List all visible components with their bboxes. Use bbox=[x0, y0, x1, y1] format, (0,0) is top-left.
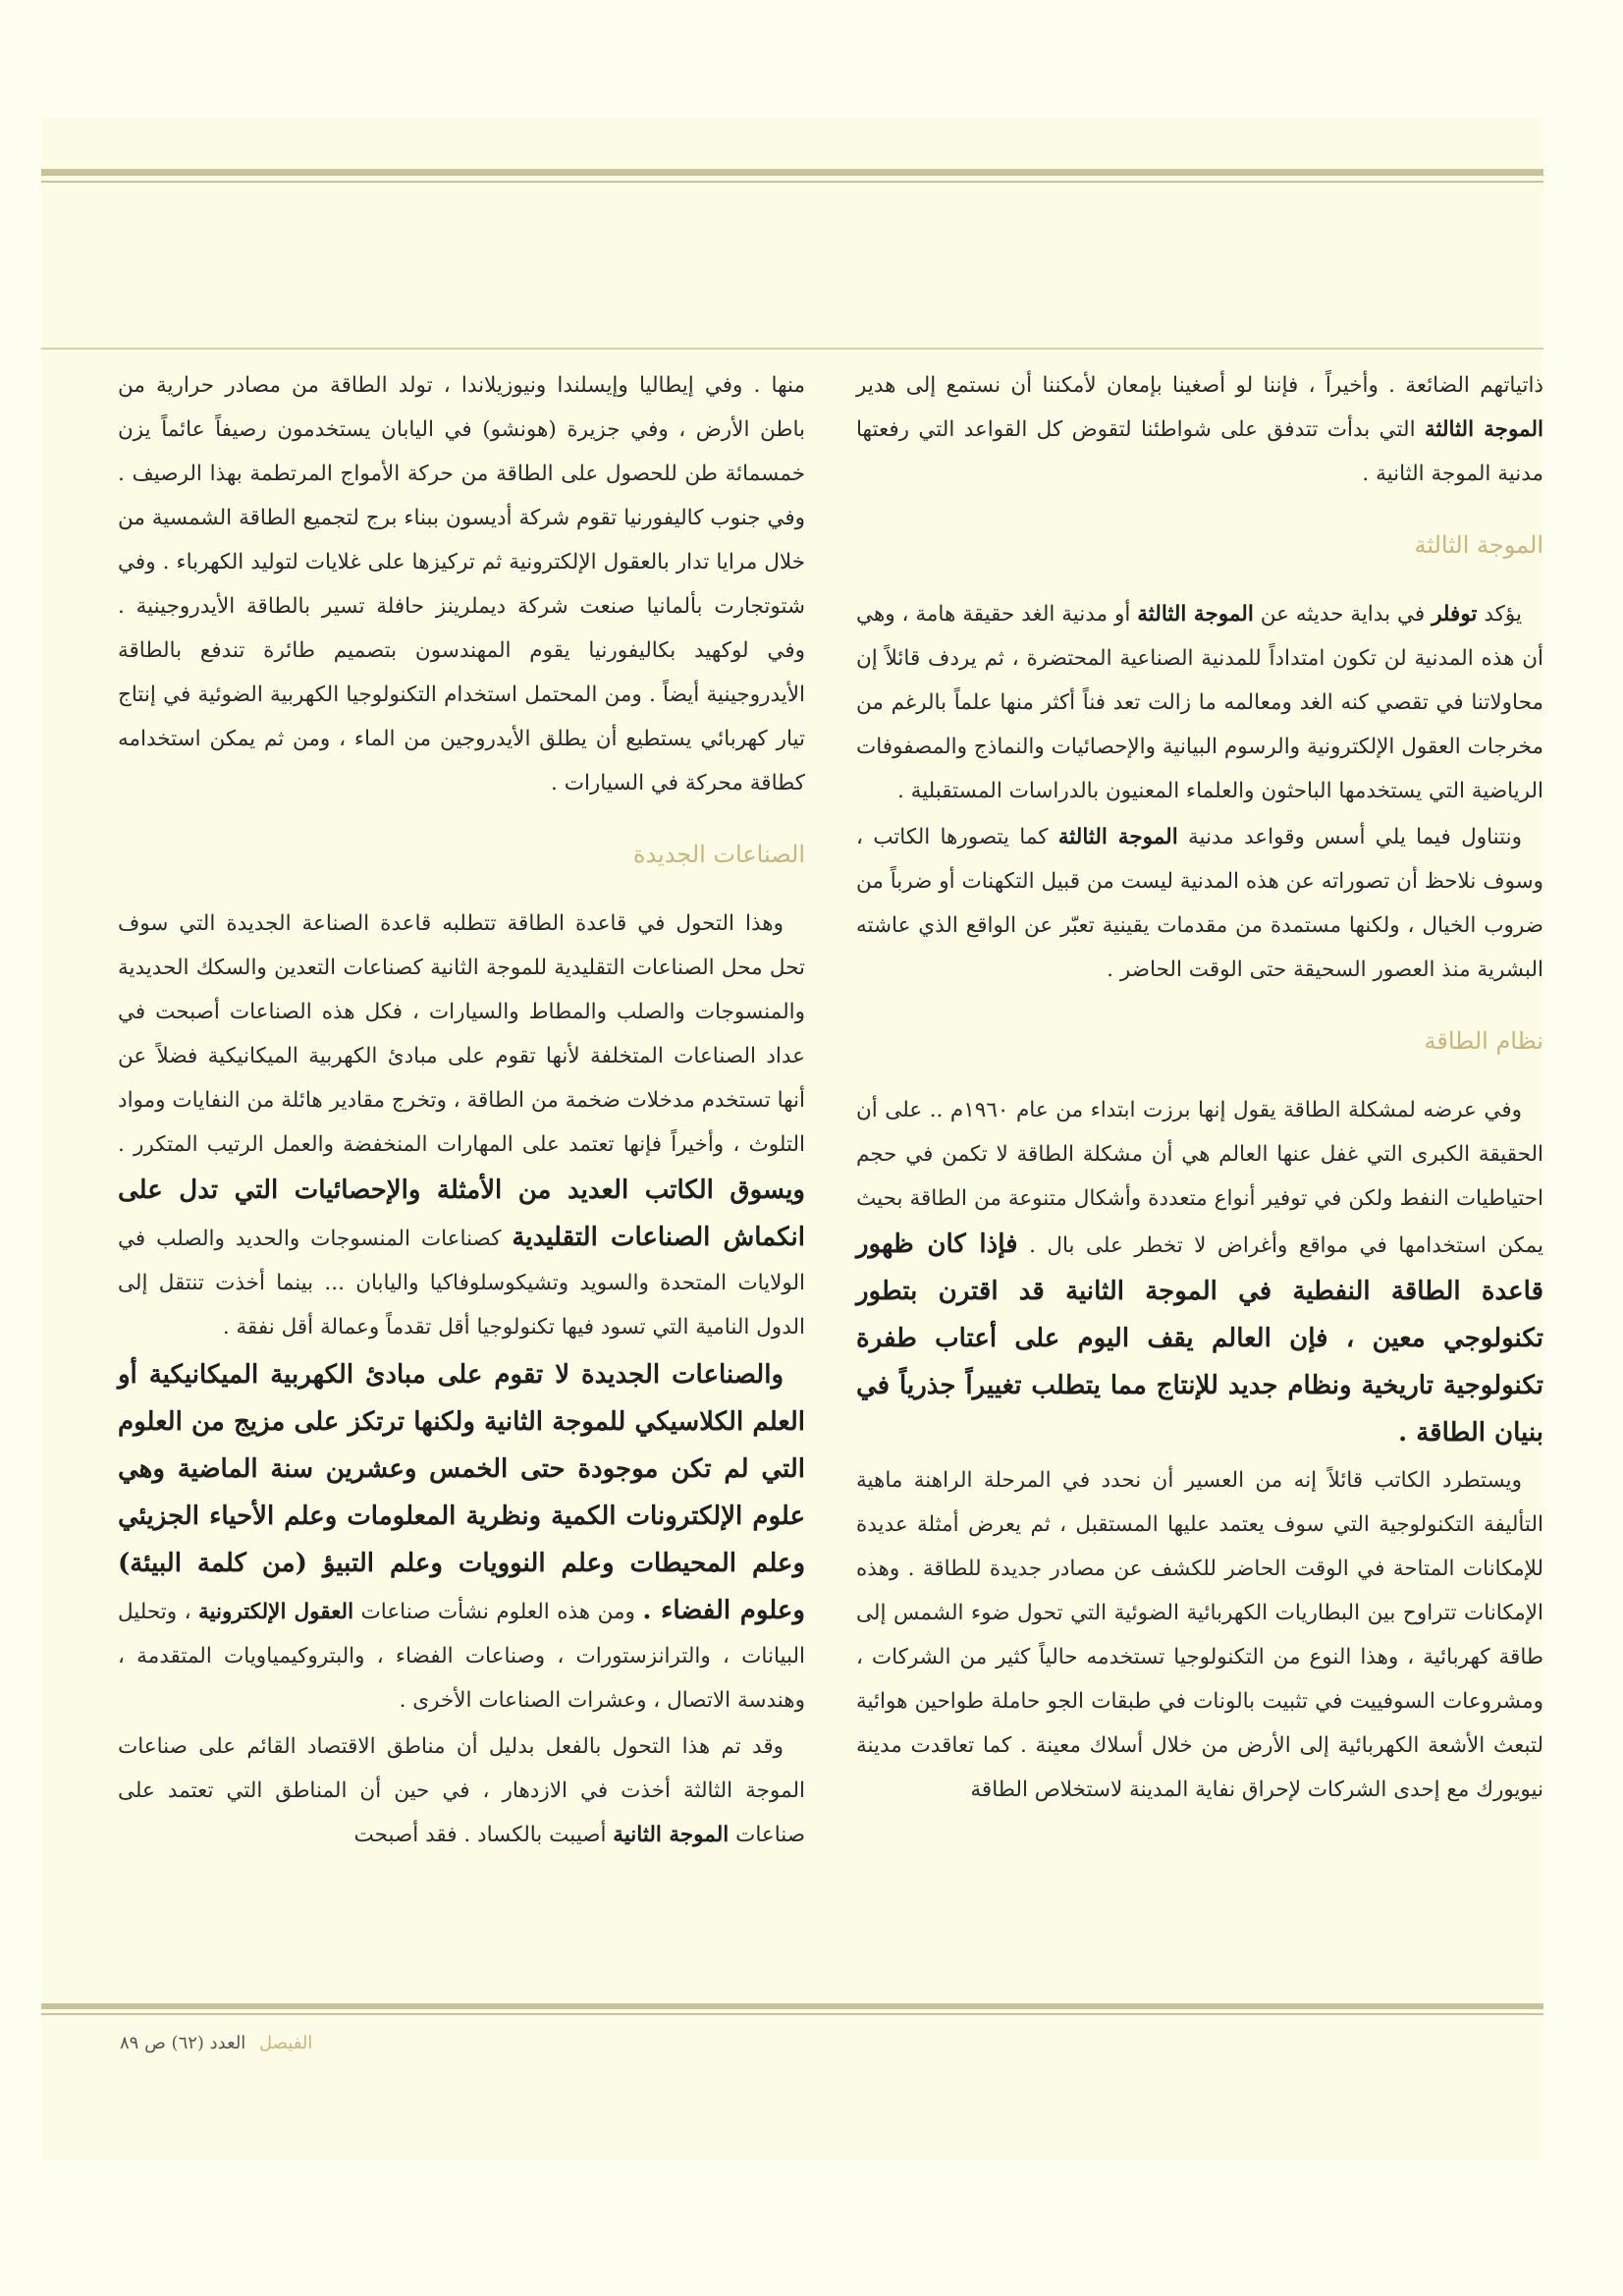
emphasized-passage: ويسوق الكاتب العديد من الأمثلة والإحصائيات التي تدل على انكماش الصناعات التقليدية bbox=[118, 1175, 806, 1252]
section-heading: الصناعات الجديدة bbox=[632, 841, 805, 868]
section-heading: نظام الطاقة bbox=[1424, 1027, 1543, 1055]
paragraph: وهذا التحول في قاعدة الطاقة تتطلبه قاعدة الصناعة الجديدة التي سوف تحل محل الصناعات التقليدية للموجة الثانية كصناعات التعدين والسكك الحديدية والمنسوجات والصلب والمطاط والسيارات ، فكل هذه الصناعات أصبحت في عداد الصناعات المتخلفة لأنها تقوم على مبادئ الكهربية الميكانيكية فضلاً عن أنها تستخدم مدخلات ضخمة من الطاقة ، وتخرج مقادير هائلة من النفايات ومواد التلوث ، وأخيراً فإنها تعتمد على المهارات المنخفضة والعمل الرتيب المتكرر . ويسوق الكاتب العديد من الأمثلة والإحصائيات التي تدل على انكماش الصناعات التقليدية كصناعات المنسوجات والحديد والصلب في الولايات المتحدة والسويد وتشيكوسلوفاكيا واليابان ... بينما أخذت تنتقل إلى الدول النامية التي تسود فيها تكنولوجيا أقل تقدماً وعمالة أقل نفقة . bbox=[118, 911, 806, 1339]
emphasized-passage: فإذا كان ظهور قاعدة الطاقة النفطية في الموجة الثانية قد اقترن بتطور تكنولوجي معين ، فإن العالم يقف اليوم على أعتاب طفرة تكنولوجية تاريخية ونظام جديد للإنتاج مما يتطلب تغييراً جذرياً في بنيان الطاقة . bbox=[856, 1230, 1543, 1448]
right-column bbox=[856, 363, 1543, 1814]
bottom-rule bbox=[41, 2003, 1543, 2009]
paragraph: منها . وفي إيطاليا وإيسلندا ونيوزيلاندا ، تولد الطاقة من مصادر حرارية من باطن الأرض ، وفي جزيرة (هونشو) في اليابان يستخدمون رصيفاً عائماً يزن خمسمائة طن للحصول على الطاقة من حركة الأمواج المرتطمة بهذا الرصيف . وفي جنوب كاليفورنيا تقوم شركة أديسون ببناء برج لتجميع الطاقة الشمسية من خلال مرايا تدار بالعقول الإلكترونية ثم تركيزها على غلايات لتوليد الكهرباء . وفي شتوتجارت بألمانيا صنعت شركة ديملرينز حافلة تسير بالطاقة الأيدروجينية . وفي لوكهيد بكاليفورنيا يقوم المهندسون بتصميم طائرة تندفع بالطاقة الأيدروجينية أيضاً . ومن المحتمل استخدام التكنولوجيا الكهربية الضوئية في إنتاج تيار كهربائي يستطيع أن يطلق الأيدروجين من الماء ، ومن ثم يمكن استخدامه كطاقة محركة في السيارات . bbox=[118, 373, 805, 795]
bold-phrase: الموجة الثالثة bbox=[1057, 825, 1178, 849]
paragraph: ويستطرد الكاتب قائلاً إنه من العسير أن نحدد في المرحلة الراهنة ماهية التأليفة التكنولوجية التي سوف يعتمد عليها المستقبل ، ثم يعرض أمثلة عديدة للإمكانات المتاحة في الوقت الحاضر للكشف عن مصادر جديدة للطاقة . وهذه الإمكانات تتراوح بين البطاريات الكهربائية الضوئية التي تحول ضوء الشمس إلى طاقة كهربائية ، وهذا النوع من التكنولوجيا تستخدمه حالياً كثير من الشركات ، ومشروعات السوفييت في تثبيت بالونات في طبقات الجو حاملة طواحين هوائية لتبعث الأشعة الكهربائية إلى الأرض من خلال أسلاك معينة . كما تعاقدت مدينة نيويورك مع إحدى الشركات لإحراق نفاية المدينة لاستخلاص الطاقة bbox=[856, 1468, 1543, 1802]
paragraph: والصناعات الجديدة لا تقوم على مبادئ الكهربية الميكانيكية أو العلم الكلاسيكي للموجة الثانية ولكنها ترتكز على مزيج من العلوم التي لم تكن موجودة حتى الخمس وعشرين سنة الماضية وهي علوم الإلكترونات الكمية ونظرية المعلومات وعلم الأحياء الجزيئي وعلم المحيطات وعلم النوويات وعلم التبيؤ (من كلمة البيئة) وعلوم الفضاء . ومن هذه العلوم نشأت صناعات العقول الإلكترونية ، وتحليل البيانات ، والترانزستورات ، وصناعات الفضاء ، والبتروكيمياويات المتقدمة ، وهندسة الاتصال ، وعشرات الصناعات الأخرى . bbox=[118, 1360, 805, 1713]
page-footer bbox=[120, 2033, 312, 2053]
issue-page-number: العدد (٦٢) ص ٨٩ bbox=[120, 2033, 246, 2053]
bold-phrase: الموجة الثانية bbox=[613, 1823, 730, 1847]
top-rule bbox=[41, 169, 1543, 176]
column-top-rule bbox=[41, 348, 1543, 350]
section-heading: الموجة الثالثة bbox=[1414, 531, 1543, 559]
paragraph: وفي عرضه لمشكلة الطاقة يقول إنها برزت ابتداء من عام ١٩٦٠م .. على أن الحقيقة الكبرى التي غفل عنها العالم هي أن مشكلة الطاقة لا تكمن في حجم احتياطيات النفط ولكن في توفير أنواع متعددة وأشكال متنوعة من الطاقة بحيث يمكن استخدامها في مواقع وأغراض لا تخطر على بال . فإذا كان ظهور قاعدة الطاقة النفطية في الموجة الثانية قد اقترن بتطور تكنولوجي معين ، فإن العالم يقف اليوم على أعتاب طفرة تكنولوجية تاريخية ونظام جديد للإنتاج مما يتطلب تغييراً جذرياً في بنيان الطاقة . bbox=[856, 1098, 1543, 1448]
paragraph: يؤكد توفلر في بداية حديثه عن الموجة الثالثة أو مدنية الغد حقيقة هامة ، وهي أن هذه المدنية لن تكون امتداداً للمدنية الصناعية المحتضرة ، ثم يردف قائلاً إن محاولاتنا في تقصي كنه الغد ومعالمه ما زالت تعد فناً أكثر منها علماً بالرغم من مخرجات العقول الإلكترونية والرسوم البيانية والإحصائيات والنماذج والمصفوفات الرياضية التي يستخدمها الباحثون والعلماء المعنيون بالدراسات المستقبلية . bbox=[856, 602, 1543, 803]
author-name: توفلر bbox=[1432, 602, 1478, 627]
paragraph: ونتناول فيما يلي أسس وقواعد مدنية الموجة الثالثة كما يتصورها الكاتب ، وسوف نلاحظ أن تصوراته عن هذه المدنية ليست من قبيل التكهنات أو ضرباً من ضروب الخيال ، ولكنها مستمدة من مقدمات يقينية تعبّر عن الواقع الذي عاشته البشرية منذ العصور السحيقة حتى الوقت الحاضر . bbox=[856, 825, 1543, 982]
bold-phrase: العقول الإلكترونية bbox=[198, 1600, 354, 1624]
emphasized-passage: والصناعات الجديدة لا تقوم على مبادئ الكهربية الميكانيكية أو العلم الكلاسيكي للموجة الثانية ولكنها ترتكز على مزيج من العلوم التي لم تكن موجودة حتى الخمس وعشرين سنة الماضية وهي علوم الإلكترونات الكمية ونظرية المعلومات وعلم الأحياء الجزيئي وعلم المحيطات وعلم النوويات وعلم التبيؤ (من كلمة البيئة) وعلوم الفضاء . bbox=[118, 1360, 805, 1625]
left-column bbox=[118, 363, 805, 1859]
paragraph: ذاتياتهم الضائعة . وأخيراً ، فإننا لو أصغينا بإمعان لأمكننا أن نستمع إلى هدير الموجة الثالثة التي بدأت تتدفق على شواطئنا لتقوض كل القواعد التي رفعتها مدنية الموجة الثانية . bbox=[856, 373, 1544, 486]
bottom-rule-thin bbox=[41, 2013, 1543, 2015]
magazine-logo: الفيصل bbox=[259, 2033, 313, 2053]
bold-phrase: الموجة الثالثة bbox=[1137, 602, 1254, 627]
top-rule-thin bbox=[41, 181, 1543, 183]
paragraph: وقد تم هذا التحول بالفعل بدليل أن مناطق الاقتصاد القائم على صناعات الموجة الثالثة أخذت في الازدهار ، في حين أن المناطق التي تعتمد على صناعات الموجة الثانية أصيبت بالكساد . فقد أصبحت bbox=[118, 1734, 805, 1847]
bold-phrase: الموجة الثالثة bbox=[1424, 417, 1544, 442]
page bbox=[41, 118, 1543, 2160]
